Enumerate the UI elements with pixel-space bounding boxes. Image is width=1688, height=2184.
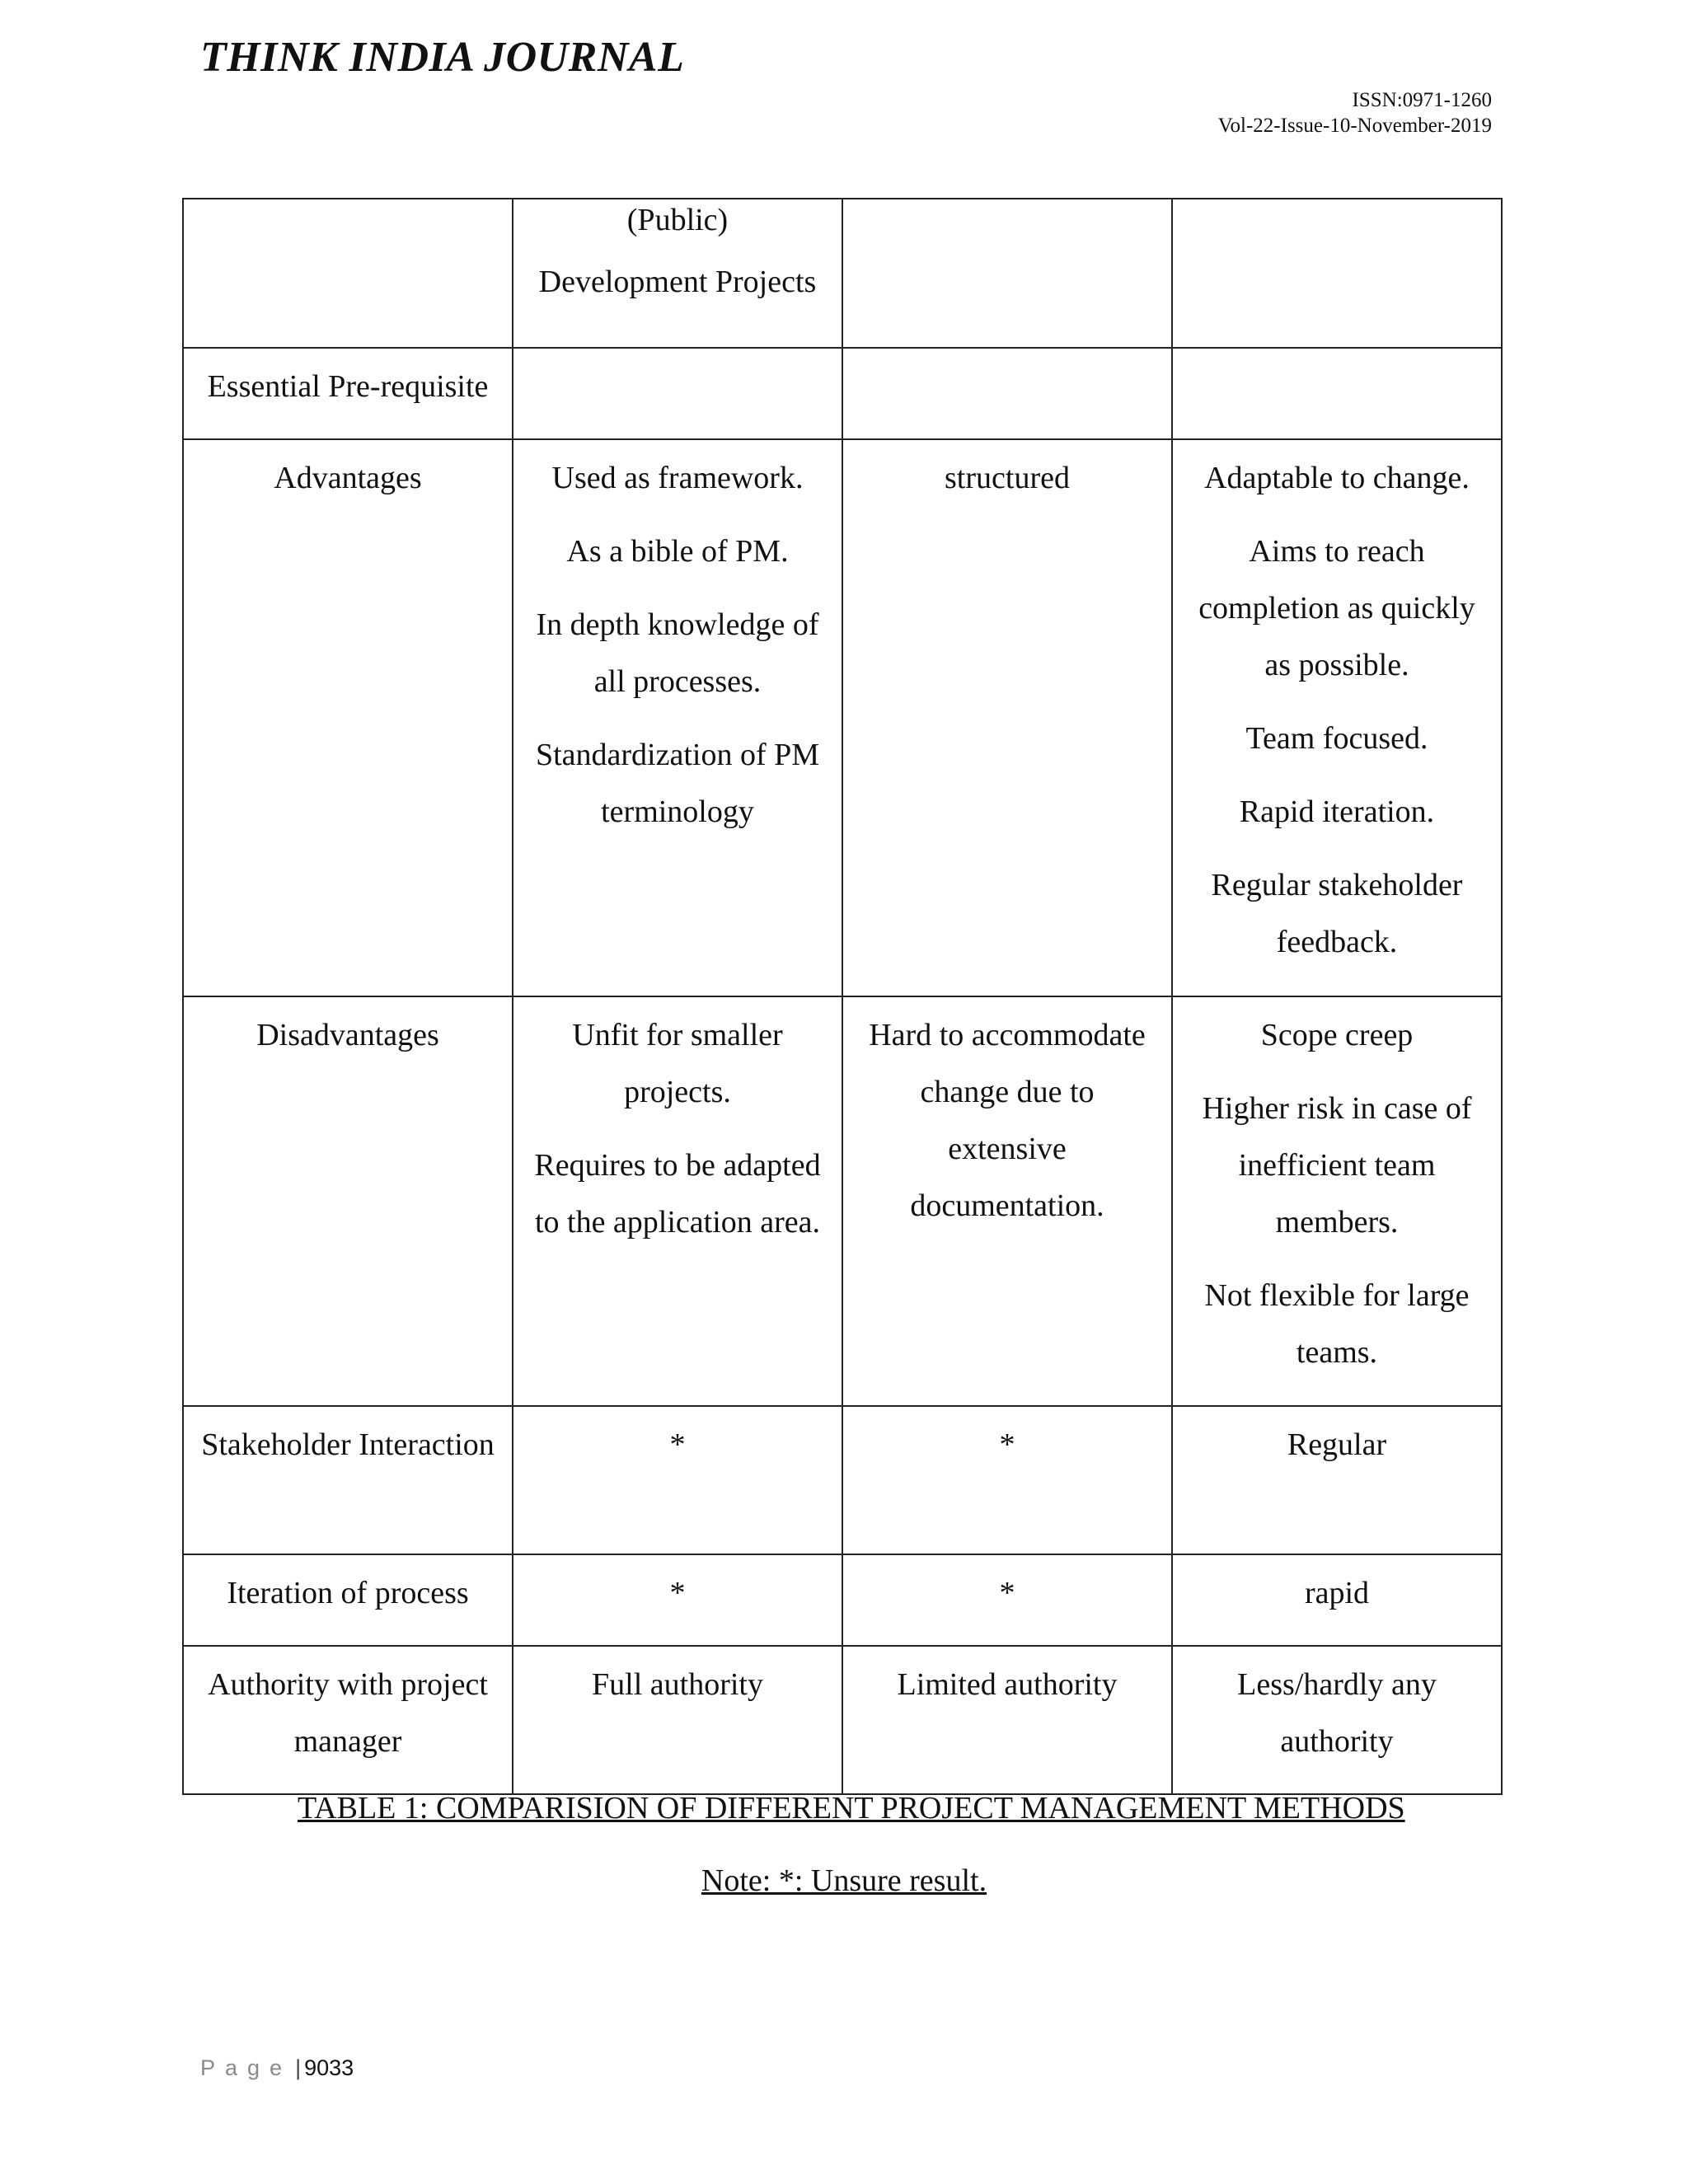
footer-separator: |: [295, 2055, 302, 2080]
table-cell: [183, 348, 513, 439]
cell-text: In depth knowledge of all processes.: [536, 607, 819, 699]
table-cell: [1172, 439, 1502, 996]
cell-text: Adaptable to change.: [1204, 461, 1470, 495]
row-label-advantages: Advantages: [274, 461, 422, 495]
cell-text: Used as framework.: [551, 461, 804, 495]
table-cell: [183, 996, 513, 1406]
table-cell: [842, 1554, 1172, 1646]
table-note: Note: *: Unsure result.: [701, 1863, 987, 1898]
table-cell: [1172, 996, 1502, 1406]
cell-text: Full authority: [592, 1667, 763, 1702]
table-cell: [183, 1646, 513, 1794]
row-label-essential: Essential Pre-requisite: [207, 369, 489, 404]
cell-text: *: [669, 1427, 686, 1462]
cell-text: *: [999, 1427, 1015, 1462]
cell-text: rapid: [1304, 1576, 1370, 1610]
comparison-table: [182, 198, 1503, 1795]
table-cell: [1172, 1554, 1502, 1646]
table-cell: [183, 1406, 513, 1554]
cell-text: Rapid iteration.: [1239, 794, 1435, 829]
journal-title: THINK INDIA JOURNAL: [200, 34, 685, 81]
cell-text: Hard to accommodate change due to extensive documentation.: [869, 1018, 1146, 1223]
table-cell: [513, 996, 842, 1406]
cell-text: Not flexible for large teams.: [1204, 1278, 1470, 1370]
cell-text: (Public): [626, 203, 729, 237]
issn-block: [1218, 87, 1492, 138]
table-row: [183, 1646, 1502, 1794]
table-cell: [183, 439, 513, 996]
table-cell: [842, 199, 1172, 348]
cell-text: Standardization of PM terminology: [535, 738, 820, 829]
table-row: [183, 1554, 1502, 1646]
table-cell: [183, 199, 513, 348]
table-cell: [513, 1554, 842, 1646]
table-cell: [513, 439, 842, 996]
cell-text: Scope creep: [1260, 1018, 1414, 1052]
table-row: [183, 348, 1502, 439]
table-cell: [513, 1646, 842, 1794]
table-cell: [842, 439, 1172, 996]
issn-number: ISSN:0971-1260: [1352, 89, 1492, 111]
cell-text: *: [669, 1576, 686, 1610]
table-cell: [842, 996, 1172, 1406]
page-word: Page: [200, 2055, 293, 2080]
table-cell: [1172, 1646, 1502, 1794]
table-cell: [842, 348, 1172, 439]
table-row: [183, 1406, 1502, 1554]
table-cell: [1172, 199, 1502, 348]
table-cell: [513, 348, 842, 439]
table-cell: [513, 199, 842, 348]
page-number: 9033: [304, 2055, 354, 2080]
table-cell: [513, 1406, 842, 1554]
cell-text: Unfit for smaller projects.: [572, 1018, 783, 1109]
cell-text: *: [999, 1576, 1015, 1610]
row-label-stakeholder: Stakeholder Interaction: [201, 1427, 495, 1462]
cell-text: Development Projects: [538, 265, 817, 299]
volume-issue: Vol-22-Issue-10-November-2019: [1217, 115, 1492, 137]
table-cell: [1172, 348, 1502, 439]
cell-text: Requires to be adapted to the application area.: [534, 1148, 821, 1240]
cell-text: Limited authority: [897, 1667, 1118, 1702]
row-label-iteration: Iteration of process: [227, 1576, 469, 1610]
cell-text: Aims to reach completion as quickly as possible.: [1198, 534, 1475, 682]
cell-text: Higher risk in case of inefficient team members.: [1202, 1091, 1472, 1240]
table-row: [183, 996, 1502, 1406]
comparison-table-container: [182, 198, 1501, 1795]
table-cell: [842, 1646, 1172, 1794]
table-cell: [183, 1554, 513, 1646]
table-cell: [1172, 1406, 1502, 1554]
table-cell: [842, 1406, 1172, 1554]
cell-text: As a bible of PM.: [566, 534, 789, 569]
row-label-disadvantages: Disadvantages: [256, 1018, 439, 1052]
page-footer: [200, 2055, 354, 2081]
table-row: [183, 199, 1502, 348]
cell-text: Regular: [1287, 1427, 1387, 1462]
cell-text: Regular stakeholder feedback.: [1211, 868, 1463, 959]
cell-text: structured: [945, 461, 1070, 495]
row-label-authority: Authority with project manager: [208, 1667, 488, 1759]
cell-text: Team focused.: [1245, 721, 1428, 756]
cell-text: Less/hardly any authority: [1237, 1667, 1437, 1759]
table-caption: TABLE 1: COMPARISION OF DIFFERENT PROJECT MANAGEMENT METHODS: [298, 1791, 1405, 1825]
table-row: [183, 439, 1502, 996]
